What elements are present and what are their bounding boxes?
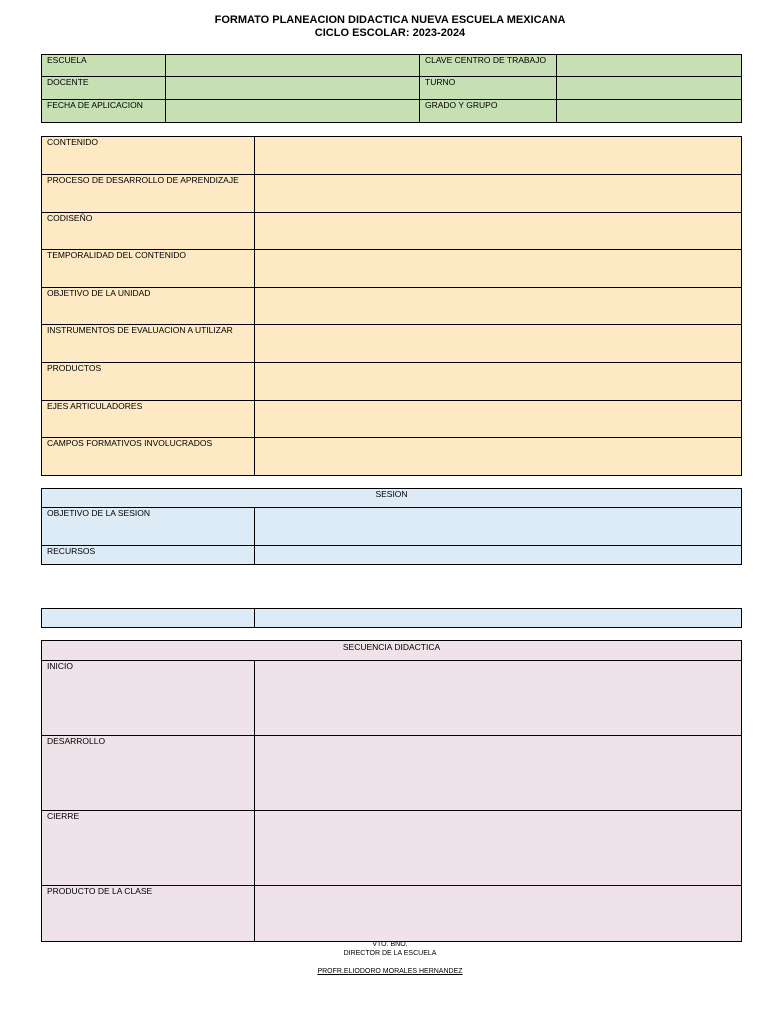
blank-label-cell[interactable]	[42, 609, 255, 628]
sequence-header: SECUENCIA DIDACTICA	[42, 641, 742, 661]
planning-row-field[interactable]	[255, 438, 742, 476]
footer	[0, 940, 768, 976]
planning-row-field[interactable]	[255, 288, 742, 325]
approval-text: VTO. BNO.	[372, 941, 408, 948]
session-objective-field[interactable]	[255, 508, 742, 546]
title-line-2: CICLO ESCOLAR: 2023-2024	[314, 27, 466, 39]
planning-row-label: TEMPORALIDAD DEL CONTENIDO	[42, 250, 255, 288]
fecha-label: FECHA DE APLICACION	[42, 100, 166, 123]
director-signature: PROFR.ELIODORO MORALES HERNANDEZ	[317, 968, 463, 975]
inicio-field[interactable]	[255, 661, 742, 736]
docente-label: DOCENTE	[42, 77, 166, 100]
producto-field[interactable]	[255, 886, 742, 942]
planning-row-label: CAMPOS FORMATIVOS INVOLUCRADOS	[42, 438, 255, 476]
blank-field-cell[interactable]	[255, 609, 742, 628]
sequence-table	[41, 640, 742, 942]
docente-field[interactable]	[166, 77, 420, 100]
grado-field[interactable]	[557, 100, 742, 123]
cierre-field[interactable]	[255, 811, 742, 886]
grado-label: GRADO Y GRUPO	[420, 100, 557, 123]
turno-field[interactable]	[557, 77, 742, 100]
fecha-field[interactable]	[166, 100, 420, 123]
planning-row-label: CONTENIDO	[42, 137, 255, 175]
planning-row-field[interactable]	[255, 137, 742, 175]
planning-row-label: INSTRUMENTOS DE EVALUACION A UTILIZAR	[42, 325, 255, 363]
planning-row-field[interactable]	[255, 325, 742, 363]
title-line-1: FORMATO PLANEACION DIDACTICA NUEVA ESCUELA MEXICANA	[214, 14, 566, 26]
planning-row-label: CODISEÑO	[42, 213, 255, 250]
blank-table	[41, 608, 742, 628]
clave-field[interactable]	[557, 55, 742, 77]
escuela-label: ESCUELA	[42, 55, 166, 77]
turno-label: TURNO	[420, 77, 557, 100]
planning-row-label: OBJETIVO DE LA UNIDAD	[42, 288, 255, 325]
escuela-field[interactable]	[166, 55, 420, 77]
session-resources-field[interactable]	[255, 546, 742, 565]
planning-row-field[interactable]	[255, 250, 742, 288]
session-header: SESION	[42, 489, 742, 508]
clave-label: CLAVE CENTRO DE TRABAJO	[420, 55, 557, 77]
document-title	[0, 14, 768, 40]
planning-row-field[interactable]	[255, 401, 742, 438]
cierre-label: CIERRE	[42, 811, 255, 886]
session-resources-label: RECURSOS	[42, 546, 255, 565]
director-label: DIRECTOR DE LA ESCUELA	[343, 950, 437, 957]
planning-row-label: PRODUCTOS	[42, 363, 255, 401]
general-info-table	[41, 54, 742, 123]
desarrollo-field[interactable]	[255, 736, 742, 811]
desarrollo-label: DESARROLLO	[42, 736, 255, 811]
planning-row-label: PROCESO DE DESARROLLO DE APRENDIZAJE	[42, 175, 255, 213]
planning-table	[41, 136, 742, 476]
inicio-label: INICIO	[42, 661, 255, 736]
planning-row-field[interactable]	[255, 363, 742, 401]
planning-row-field[interactable]	[255, 213, 742, 250]
session-objective-label: OBJETIVO DE LA SESION	[42, 508, 255, 546]
session-table	[41, 488, 742, 565]
planning-row-field[interactable]	[255, 175, 742, 213]
planning-row-label: EJES ARTICULADORES	[42, 401, 255, 438]
producto-label: PRODUCTO DE LA CLASE	[42, 886, 255, 942]
